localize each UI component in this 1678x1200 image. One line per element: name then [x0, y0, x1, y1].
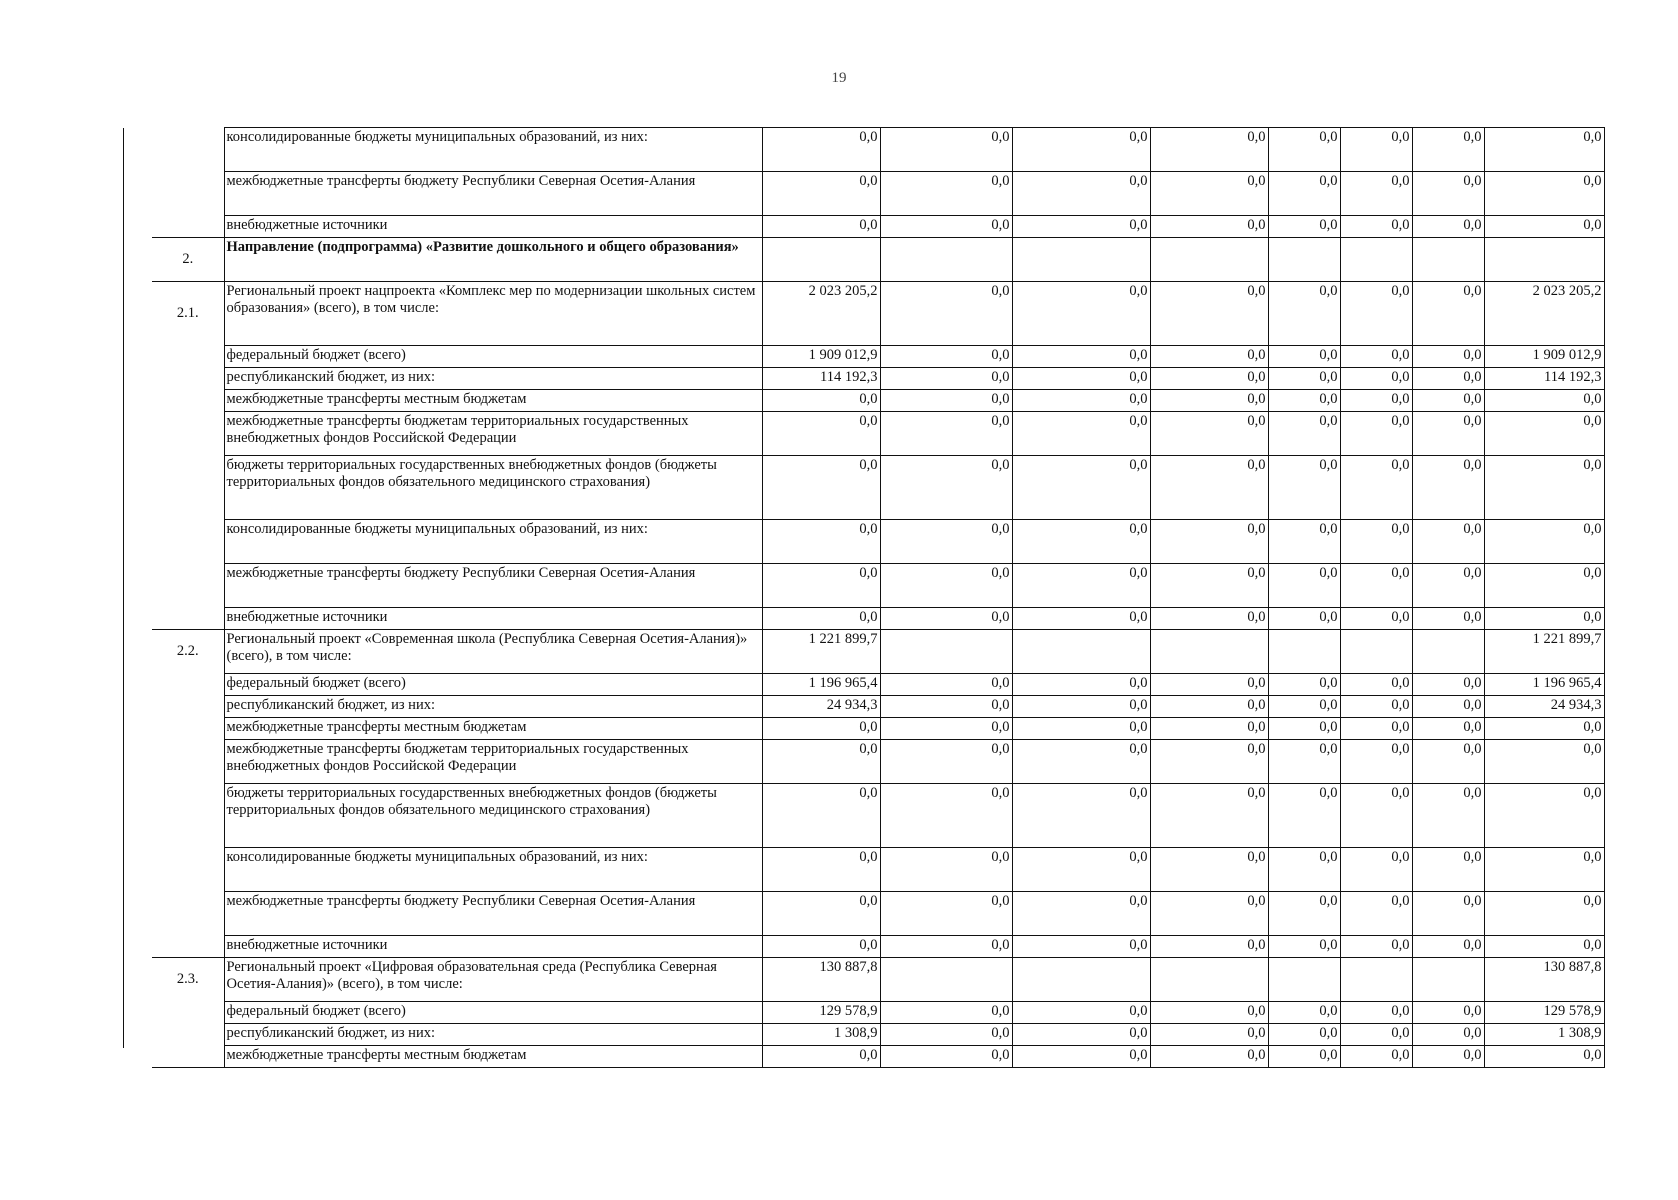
value-cell: 0,0 [1340, 346, 1412, 368]
value-cell: 0,0 [880, 740, 1012, 784]
row-number [152, 456, 224, 520]
page-number: 19 [831, 70, 847, 86]
row-label: Региональный проект «Цифровая образовательная среда (Республика Северная Осетия-Алания)» (всего), в том числе: [224, 958, 762, 1002]
table-row [152, 848, 1604, 892]
row-label: Региональный проект нацпроекта «Комплекс мер по модернизации школьных систем образования» (всего), в том числе: [224, 282, 762, 346]
value-cell: 0,0 [880, 936, 1012, 958]
value-cell: 0,0 [1150, 282, 1268, 346]
row-label: бюджеты территориальных государственных внебюджетных фондов (бюджеты территориальных фондов обязательного медицинского страхования) [224, 784, 762, 848]
value-cell: 0,0 [1012, 390, 1150, 412]
row-number [152, 892, 224, 936]
row-label: внебюджетные источники [224, 216, 762, 238]
value-cell: 0,0 [1150, 564, 1268, 608]
row-label: межбюджетные трансферты бюджетам территориальных государственных внебюджетных фондов Российской Федерации [224, 740, 762, 784]
value-cell: 0,0 [1012, 696, 1150, 718]
value-cell: 0,0 [1268, 390, 1340, 412]
value-cell: 0,0 [1412, 346, 1484, 368]
value-cell: 0,0 [762, 520, 880, 564]
value-cell: 0,0 [762, 784, 880, 848]
value-cell: 0,0 [1268, 848, 1340, 892]
table-row [152, 1046, 1604, 1068]
row-label: внебюджетные источники [224, 936, 762, 958]
value-cell: 0,0 [1340, 892, 1412, 936]
value-cell: 0,0 [1340, 1046, 1412, 1068]
value-cell [1150, 238, 1268, 282]
value-cell: 0,0 [1412, 608, 1484, 630]
value-cell: 0,0 [1268, 718, 1340, 740]
value-cell: 0,0 [1412, 216, 1484, 238]
value-cell: 0,0 [1012, 848, 1150, 892]
value-cell: 0,0 [1412, 282, 1484, 346]
value-cell: 0,0 [1484, 718, 1604, 740]
value-cell: 0,0 [1340, 520, 1412, 564]
value-cell: 129 578,9 [762, 1002, 880, 1024]
row-label: бюджеты территориальных государственных внебюджетных фондов (бюджеты территориальных фондов обязательного медицинского страхования) [224, 456, 762, 520]
value-cell [880, 238, 1012, 282]
value-cell: 0,0 [1268, 128, 1340, 172]
table-row [152, 564, 1604, 608]
value-cell: 0,0 [1012, 520, 1150, 564]
value-cell: 0,0 [1484, 216, 1604, 238]
value-cell: 0,0 [880, 564, 1012, 608]
value-cell: 0,0 [880, 128, 1012, 172]
row-number [152, 740, 224, 784]
value-cell: 0,0 [1268, 1002, 1340, 1024]
value-cell [1150, 958, 1268, 1002]
value-cell: 0,0 [762, 216, 880, 238]
table-row [152, 390, 1604, 412]
row-number [152, 1046, 224, 1068]
row-number [152, 346, 224, 368]
value-cell: 0,0 [1012, 216, 1150, 238]
row-label: республиканский бюджет, из них: [224, 1024, 762, 1046]
value-cell: 0,0 [1340, 128, 1412, 172]
value-cell: 0,0 [762, 892, 880, 936]
value-cell: 0,0 [1412, 936, 1484, 958]
value-cell: 0,0 [1012, 936, 1150, 958]
value-cell: 0,0 [1484, 456, 1604, 520]
row-label: внебюджетные источники [224, 608, 762, 630]
value-cell: 0,0 [1340, 718, 1412, 740]
value-cell: 0,0 [1150, 1046, 1268, 1068]
value-cell: 0,0 [1268, 346, 1340, 368]
row-number [152, 172, 224, 216]
value-cell: 0,0 [880, 892, 1012, 936]
value-cell: 1 909 012,9 [1484, 346, 1604, 368]
value-cell: 0,0 [880, 1002, 1012, 1024]
table-row [152, 936, 1604, 958]
value-cell: 0,0 [1340, 848, 1412, 892]
row-label: республиканский бюджет, из них: [224, 696, 762, 718]
value-cell: 0,0 [762, 936, 880, 958]
row-number [152, 520, 224, 564]
value-cell: 130 887,8 [1484, 958, 1604, 1002]
value-cell: 0,0 [1412, 848, 1484, 892]
value-cell: 0,0 [762, 128, 880, 172]
value-cell: 0,0 [1012, 1024, 1150, 1046]
value-cell: 0,0 [880, 718, 1012, 740]
value-cell: 0,0 [1412, 390, 1484, 412]
value-cell: 0,0 [1268, 936, 1340, 958]
value-cell: 0,0 [762, 456, 880, 520]
row-number [152, 1002, 224, 1024]
value-cell [1340, 630, 1412, 674]
table-row [152, 630, 1604, 674]
value-cell: 0,0 [1340, 216, 1412, 238]
value-cell: 0,0 [1012, 608, 1150, 630]
value-cell: 0,0 [1268, 282, 1340, 346]
value-cell: 0,0 [1340, 564, 1412, 608]
row-number: 2.1. [152, 282, 224, 346]
value-cell: 0,0 [1484, 520, 1604, 564]
row-number [152, 696, 224, 718]
row-number [152, 216, 224, 238]
value-cell: 130 887,8 [762, 958, 880, 1002]
row-number: 2.2. [152, 630, 224, 674]
value-cell: 0,0 [1150, 892, 1268, 936]
value-cell: 0,0 [1484, 1046, 1604, 1068]
value-cell: 0,0 [1150, 784, 1268, 848]
value-cell: 0,0 [880, 608, 1012, 630]
value-cell: 0,0 [1412, 674, 1484, 696]
value-cell: 0,0 [1268, 520, 1340, 564]
table-row [152, 216, 1604, 238]
value-cell: 0,0 [1412, 172, 1484, 216]
row-label: Направление (подпрограмма) «Развитие дошкольного и общего образования» [224, 238, 762, 282]
table-row [152, 958, 1604, 1002]
row-number [152, 608, 224, 630]
value-cell [1484, 238, 1604, 282]
row-label: консолидированные бюджеты муниципальных образований, из них: [224, 128, 762, 172]
value-cell: 0,0 [1268, 674, 1340, 696]
value-cell: 0,0 [762, 740, 880, 784]
value-cell: 0,0 [1150, 1002, 1268, 1024]
value-cell: 0,0 [1268, 1024, 1340, 1046]
value-cell: 0,0 [1012, 412, 1150, 456]
value-cell: 0,0 [1012, 1002, 1150, 1024]
value-cell: 0,0 [1150, 936, 1268, 958]
value-cell: 0,0 [1150, 172, 1268, 216]
table-row [152, 1002, 1604, 1024]
value-cell: 0,0 [1484, 390, 1604, 412]
value-cell: 1 221 899,7 [1484, 630, 1604, 674]
table-row [152, 892, 1604, 936]
value-cell: 0,0 [880, 368, 1012, 390]
value-cell: 0,0 [880, 848, 1012, 892]
value-cell: 0,0 [1012, 674, 1150, 696]
value-cell: 114 192,3 [762, 368, 880, 390]
value-cell: 0,0 [1340, 172, 1412, 216]
value-cell: 0,0 [1268, 216, 1340, 238]
left-margin-rule [123, 128, 124, 1048]
value-cell [1268, 958, 1340, 1002]
value-cell: 0,0 [1012, 1046, 1150, 1068]
value-cell: 0,0 [1340, 412, 1412, 456]
value-cell: 0,0 [880, 784, 1012, 848]
table-row [152, 784, 1604, 848]
value-cell: 0,0 [1150, 412, 1268, 456]
value-cell: 24 934,3 [762, 696, 880, 718]
row-number [152, 936, 224, 958]
value-cell: 0,0 [1150, 848, 1268, 892]
table-row [152, 696, 1604, 718]
value-cell: 0,0 [1340, 608, 1412, 630]
value-cell [1012, 238, 1150, 282]
value-cell: 0,0 [880, 172, 1012, 216]
value-cell [1340, 958, 1412, 1002]
value-cell: 0,0 [1412, 784, 1484, 848]
value-cell: 0,0 [1484, 564, 1604, 608]
table-row [152, 282, 1604, 346]
row-number [152, 368, 224, 390]
value-cell: 0,0 [1412, 456, 1484, 520]
value-cell: 0,0 [762, 608, 880, 630]
table-row [152, 456, 1604, 520]
value-cell: 0,0 [1150, 520, 1268, 564]
value-cell: 0,0 [1340, 784, 1412, 848]
value-cell: 0,0 [1484, 740, 1604, 784]
value-cell: 0,0 [1268, 740, 1340, 784]
value-cell: 24 934,3 [1484, 696, 1604, 718]
value-cell: 1 308,9 [1484, 1024, 1604, 1046]
value-cell: 0,0 [1340, 740, 1412, 784]
value-cell: 0,0 [1268, 892, 1340, 936]
value-cell: 0,0 [880, 390, 1012, 412]
value-cell: 0,0 [1268, 608, 1340, 630]
value-cell: 0,0 [1012, 128, 1150, 172]
row-number [152, 848, 224, 892]
value-cell: 0,0 [880, 674, 1012, 696]
row-label: Региональный проект «Современная школа (Республика Северная Осетия-Алания)» (всего), в том числе: [224, 630, 762, 674]
budget-table [152, 127, 1605, 1068]
row-number: 2.3. [152, 958, 224, 1002]
value-cell: 0,0 [1268, 368, 1340, 390]
value-cell: 0,0 [1412, 718, 1484, 740]
value-cell: 0,0 [762, 412, 880, 456]
value-cell: 0,0 [1150, 608, 1268, 630]
value-cell: 0,0 [1012, 784, 1150, 848]
value-cell: 0,0 [1268, 456, 1340, 520]
value-cell: 0,0 [1340, 456, 1412, 520]
row-number [152, 128, 224, 172]
row-number: 2. [152, 238, 224, 282]
row-label: межбюджетные трансферты бюджетам территориальных государственных внебюджетных фондов Российской Федерации [224, 412, 762, 456]
value-cell: 0,0 [1012, 346, 1150, 368]
table-row [152, 172, 1604, 216]
row-label: межбюджетные трансферты местным бюджетам [224, 1046, 762, 1068]
value-cell: 0,0 [1340, 368, 1412, 390]
value-cell: 0,0 [1484, 784, 1604, 848]
value-cell [1268, 630, 1340, 674]
value-cell: 0,0 [1268, 784, 1340, 848]
value-cell [762, 238, 880, 282]
value-cell [1412, 238, 1484, 282]
value-cell: 0,0 [880, 412, 1012, 456]
value-cell [880, 630, 1012, 674]
table-row [152, 608, 1604, 630]
value-cell: 0,0 [1268, 412, 1340, 456]
value-cell: 0,0 [1484, 936, 1604, 958]
value-cell: 2 023 205,2 [762, 282, 880, 346]
value-cell: 0,0 [762, 172, 880, 216]
value-cell: 2 023 205,2 [1484, 282, 1604, 346]
value-cell [1340, 238, 1412, 282]
value-cell: 0,0 [1340, 1024, 1412, 1046]
value-cell: 0,0 [1150, 674, 1268, 696]
value-cell: 0,0 [1150, 740, 1268, 784]
table-row [152, 718, 1604, 740]
row-label: федеральный бюджет (всего) [224, 674, 762, 696]
value-cell: 0,0 [1268, 564, 1340, 608]
value-cell [1412, 958, 1484, 1002]
row-label: межбюджетные трансферты бюджету Республики Северная Осетия-Алания [224, 564, 762, 608]
value-cell: 0,0 [1340, 282, 1412, 346]
value-cell: 0,0 [1340, 696, 1412, 718]
value-cell: 0,0 [880, 1024, 1012, 1046]
table-row [152, 368, 1604, 390]
value-cell: 0,0 [1412, 892, 1484, 936]
value-cell: 0,0 [1484, 128, 1604, 172]
table-row [152, 128, 1604, 172]
value-cell: 0,0 [1150, 216, 1268, 238]
table-row [152, 520, 1604, 564]
value-cell: 0,0 [1412, 696, 1484, 718]
row-number [152, 390, 224, 412]
value-cell: 0,0 [1150, 128, 1268, 172]
row-label: консолидированные бюджеты муниципальных образований, из них: [224, 520, 762, 564]
value-cell: 0,0 [880, 282, 1012, 346]
table-row [152, 1024, 1604, 1046]
value-cell: 0,0 [1412, 368, 1484, 390]
value-cell: 0,0 [1012, 282, 1150, 346]
table-row [152, 238, 1604, 282]
value-cell: 1 221 899,7 [762, 630, 880, 674]
value-cell: 0,0 [762, 1046, 880, 1068]
value-cell [1412, 630, 1484, 674]
value-cell: 0,0 [762, 718, 880, 740]
value-cell: 0,0 [1412, 1002, 1484, 1024]
value-cell: 0,0 [1340, 936, 1412, 958]
table-row [152, 674, 1604, 696]
value-cell: 0,0 [1412, 1046, 1484, 1068]
value-cell: 0,0 [1268, 1046, 1340, 1068]
table-row [152, 346, 1604, 368]
value-cell: 0,0 [880, 456, 1012, 520]
value-cell: 0,0 [1340, 1002, 1412, 1024]
row-label: федеральный бюджет (всего) [224, 1002, 762, 1024]
value-cell: 1 196 965,4 [1484, 674, 1604, 696]
value-cell: 0,0 [1268, 172, 1340, 216]
value-cell: 0,0 [1150, 1024, 1268, 1046]
row-number [152, 718, 224, 740]
value-cell: 0,0 [1412, 520, 1484, 564]
row-label: консолидированные бюджеты муниципальных образований, из них: [224, 848, 762, 892]
value-cell: 0,0 [880, 696, 1012, 718]
row-number [152, 784, 224, 848]
value-cell: 129 578,9 [1484, 1002, 1604, 1024]
value-cell: 0,0 [1412, 564, 1484, 608]
table-row [152, 412, 1604, 456]
value-cell: 0,0 [880, 1046, 1012, 1068]
value-cell: 0,0 [1012, 368, 1150, 390]
value-cell: 0,0 [1012, 892, 1150, 936]
value-cell: 0,0 [1340, 674, 1412, 696]
value-cell: 0,0 [1484, 848, 1604, 892]
row-number [152, 674, 224, 696]
value-cell: 0,0 [1412, 412, 1484, 456]
value-cell [1012, 958, 1150, 1002]
value-cell: 1 196 965,4 [762, 674, 880, 696]
value-cell: 0,0 [1012, 172, 1150, 216]
value-cell: 0,0 [762, 564, 880, 608]
table-row [152, 740, 1604, 784]
value-cell: 0,0 [1150, 390, 1268, 412]
value-cell: 0,0 [1484, 892, 1604, 936]
row-label: межбюджетные трансферты бюджету Республики Северная Осетия-Алания [224, 892, 762, 936]
row-number [152, 564, 224, 608]
row-label: федеральный бюджет (всего) [224, 346, 762, 368]
value-cell: 0,0 [1412, 128, 1484, 172]
value-cell: 0,0 [1484, 172, 1604, 216]
value-cell: 1 308,9 [762, 1024, 880, 1046]
row-label: межбюджетные трансферты местным бюджетам [224, 390, 762, 412]
value-cell: 0,0 [880, 520, 1012, 564]
row-label: республиканский бюджет, из них: [224, 368, 762, 390]
value-cell: 0,0 [762, 390, 880, 412]
value-cell: 0,0 [1484, 608, 1604, 630]
value-cell: 0,0 [1340, 390, 1412, 412]
row-label: межбюджетные трансферты местным бюджетам [224, 718, 762, 740]
value-cell: 0,0 [1150, 718, 1268, 740]
value-cell: 0,0 [1012, 740, 1150, 784]
value-cell [1012, 630, 1150, 674]
row-label: межбюджетные трансферты бюджету Республики Северная Осетия-Алания [224, 172, 762, 216]
value-cell: 0,0 [1150, 696, 1268, 718]
value-cell: 0,0 [1150, 456, 1268, 520]
value-cell [1268, 238, 1340, 282]
value-cell [880, 958, 1012, 1002]
value-cell: 0,0 [880, 346, 1012, 368]
value-cell: 0,0 [1012, 456, 1150, 520]
value-cell [1150, 630, 1268, 674]
value-cell: 0,0 [1012, 718, 1150, 740]
value-cell: 0,0 [880, 216, 1012, 238]
value-cell: 1 909 012,9 [762, 346, 880, 368]
value-cell: 114 192,3 [1484, 368, 1604, 390]
value-cell: 0,0 [1012, 564, 1150, 608]
value-cell: 0,0 [1268, 696, 1340, 718]
row-number [152, 412, 224, 456]
value-cell: 0,0 [1484, 412, 1604, 456]
value-cell: 0,0 [1412, 740, 1484, 784]
value-cell: 0,0 [1150, 346, 1268, 368]
value-cell: 0,0 [1412, 1024, 1484, 1046]
row-number [152, 1024, 224, 1046]
value-cell: 0,0 [762, 848, 880, 892]
value-cell: 0,0 [1150, 368, 1268, 390]
